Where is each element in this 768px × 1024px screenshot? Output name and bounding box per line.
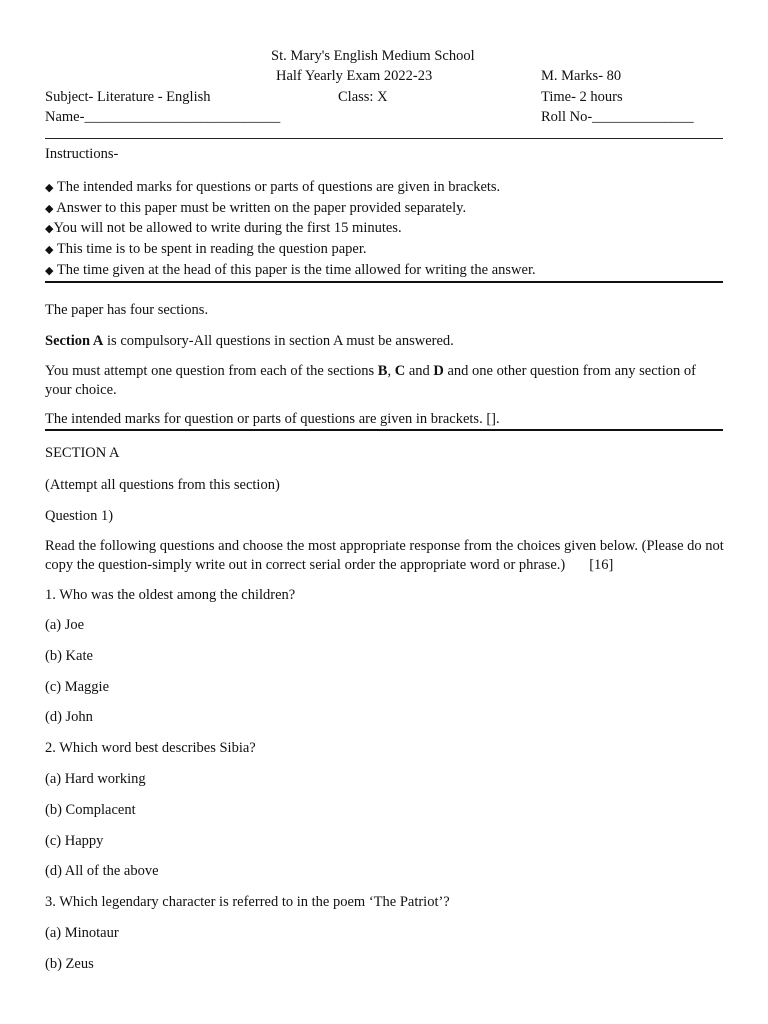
question-1-marks: [16] — [589, 557, 614, 573]
diamond-bullet-icon: ◆ — [45, 182, 54, 194]
question-1-label: Question 1) — [45, 508, 114, 524]
mcq-option: (b) Complacent — [45, 802, 136, 818]
instruction-item: ◆ The intended marks for questions or parts of questions are given in brackets. — [45, 179, 501, 195]
exam-title: Half Yearly Exam 2022-23 — [276, 68, 433, 84]
subject-label: Subject- Literature - English — [45, 89, 211, 105]
mcq-option: (c) Happy — [45, 833, 104, 849]
mcq-option: (d) All of the above — [45, 863, 159, 879]
name-field: Name-___________________________ — [45, 109, 281, 125]
mcq-option: (b) Zeus — [45, 956, 94, 972]
diamond-bullet-icon: ◆ — [45, 203, 54, 215]
school-name: St. Mary's English Medium School — [271, 48, 475, 64]
mcq-option: (b) Kate — [45, 648, 93, 664]
max-marks: M. Marks- 80 — [541, 68, 622, 84]
mcq-option: (d) John — [45, 709, 93, 725]
instruction-item: ◆ The time given at the head of this paper is the time allowed for writing the answer. — [45, 262, 536, 278]
section-a-note: Section A is compulsory-All questions in section A must be answered. — [45, 333, 454, 349]
diamond-bullet-icon: ◆ — [45, 265, 54, 277]
time-label: Time- 2 hours — [541, 89, 623, 105]
instructions-heading: Instructions- — [45, 146, 119, 162]
sections-note: The paper has four sections. — [45, 302, 209, 318]
mcq-option: (a) Hard working — [45, 771, 146, 787]
section-a-title: SECTION A — [45, 445, 120, 461]
mcq-option: (a) Joe — [45, 617, 85, 633]
section-a-subtitle: (Attempt all questions from this section) — [45, 477, 280, 493]
class-label: Class: X — [338, 89, 388, 105]
general-divider — [45, 429, 723, 431]
mcq-question: 2. Which word best describes Sibia? — [45, 740, 256, 756]
roll-no-field: Roll No-______________ — [541, 109, 694, 125]
diamond-bullet-icon: ◆ — [45, 244, 54, 256]
marks-note: The intended marks for question or parts of questions are given in brackets. []. — [45, 411, 500, 427]
attempt-note: You must attempt one question from each of the sections B, C and D and one other question from any section of your choice. — [45, 363, 696, 398]
question-1-directions: Read the following questions and choose the most appropriate response from the choices given below. (Please do not copy the question-simply write out in correct serial order the appropriate word or phrase.) [16] — [45, 538, 724, 573]
diamond-bullet-icon: ◆ — [45, 223, 54, 235]
instructions-divider — [45, 281, 723, 283]
instruction-item: ◆ This time is to be spent in reading the question paper. — [45, 241, 367, 257]
header-divider — [45, 138, 723, 139]
instruction-item: ◆ Answer to this paper must be written on the paper provided separately. — [45, 200, 467, 216]
mcq-question: 1. Who was the oldest among the children? — [45, 587, 296, 603]
mcq-question: 3. Which legendary character is referred to in the poem ‘The Patriot’? — [45, 894, 450, 910]
mcq-option: (a) Minotaur — [45, 925, 119, 941]
mcq-option: (c) Maggie — [45, 679, 110, 695]
instruction-item: ◆You will not be allowed to write during the first 15 minutes. — [45, 220, 402, 236]
